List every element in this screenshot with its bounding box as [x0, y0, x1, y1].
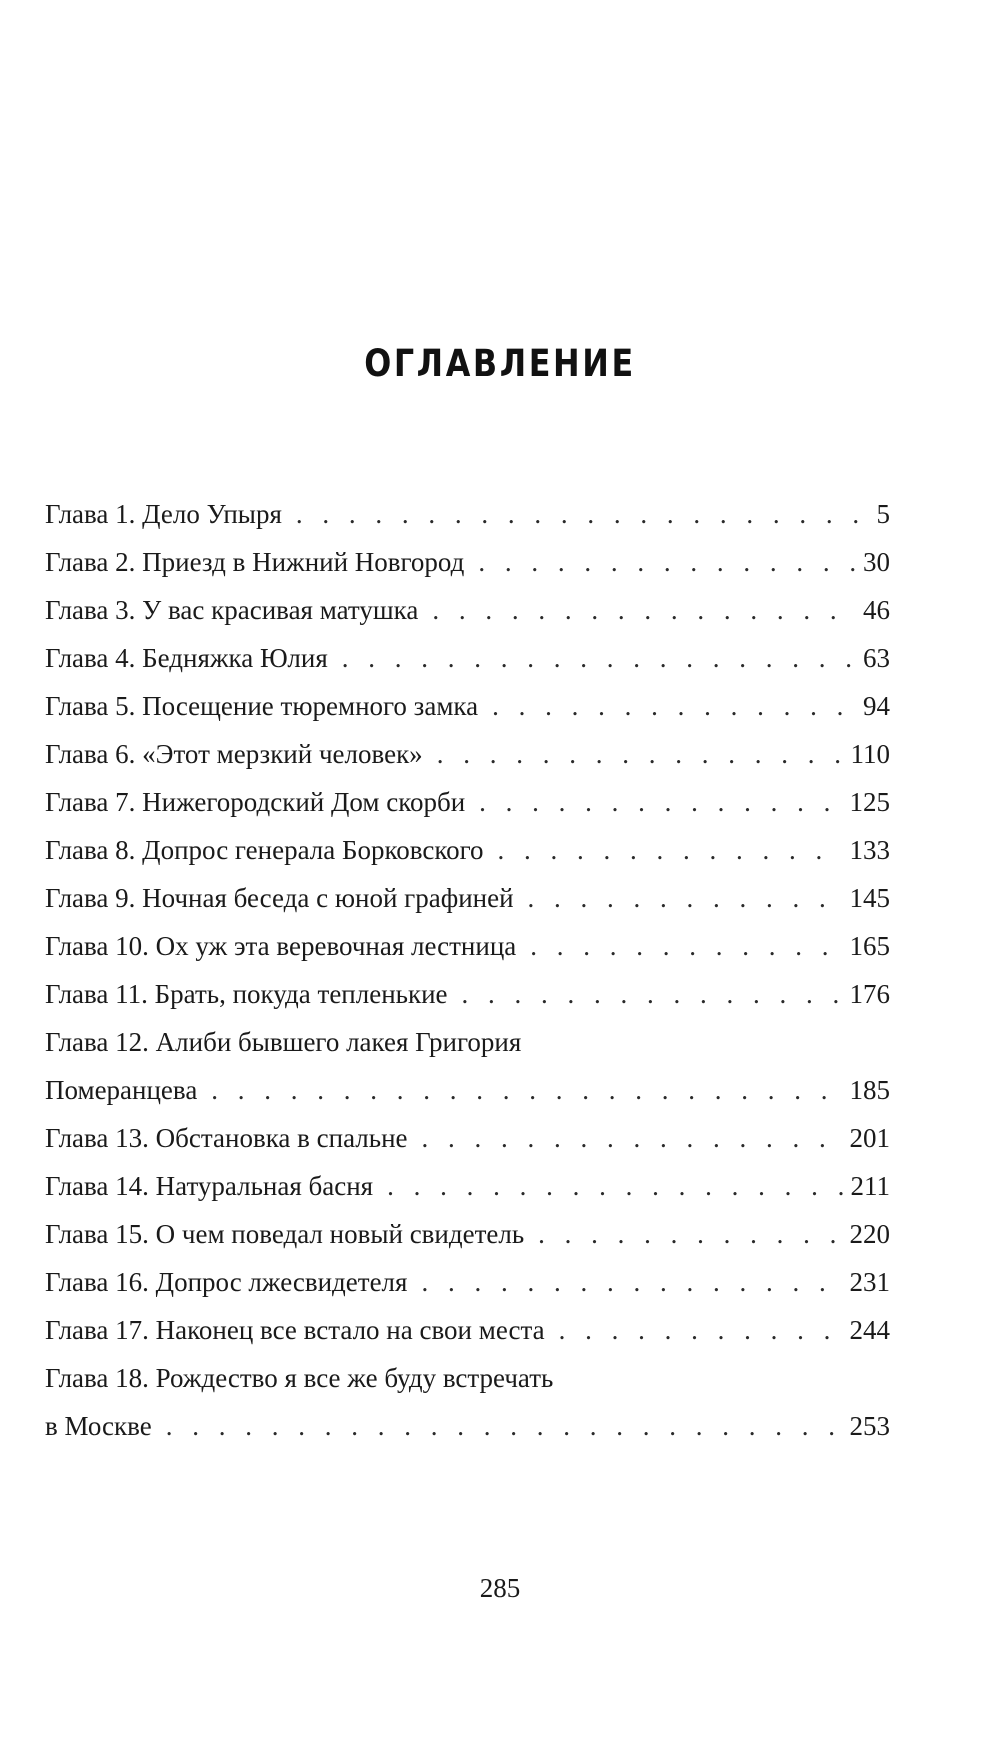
toc-entry-title: Померанцева: [45, 1075, 198, 1105]
toc-entry: [45, 1114, 890, 1162]
toc-entry: [45, 490, 890, 538]
toc-entry-title-line1: Глава 18. Рождество я все же буду встречать: [45, 1363, 554, 1393]
dot-leader: [559, 1306, 842, 1354]
toc-entry: [45, 682, 890, 730]
toc-entry-page: 201: [849, 1123, 890, 1153]
toc-entry: [45, 970, 890, 1018]
toc-entry: [45, 1306, 890, 1354]
toc-entry-page: 211: [850, 1171, 890, 1201]
dot-leader: [432, 586, 855, 634]
toc-entry-page: 5: [876, 499, 890, 529]
toc-entry-title: Глава 13. Обстановка в спальне: [45, 1123, 408, 1153]
toc-entry-title: Глава 1. Дело Упыря: [45, 499, 282, 529]
toc-entry-title: в Москве: [45, 1411, 152, 1441]
toc-entry-title: Глава 2. Приезд в Нижний Новгород: [45, 547, 465, 577]
dot-leader: [530, 922, 841, 970]
toc-entry-title: Глава 17. Наконец все встало на свои места: [45, 1315, 545, 1345]
dot-leader: [479, 778, 841, 826]
toc-entry-page: 133: [849, 835, 890, 865]
dot-leader: [422, 1114, 842, 1162]
toc-entry-title: Глава 10. Ох уж эта веревочная лестница: [45, 931, 517, 961]
toc-title: ОГЛАВЛЕНИЕ: [364, 342, 636, 385]
dot-leader: [528, 874, 842, 922]
dot-leader: [387, 1162, 842, 1210]
dot-leader: [437, 730, 843, 778]
toc-entry-title: Глава 3. У вас красивая матушка: [45, 595, 419, 625]
dot-leader: [462, 970, 842, 1018]
toc-entry: [45, 586, 890, 634]
toc-entry: [45, 1354, 890, 1450]
toc-entry: [45, 874, 890, 922]
toc-entry-page: 244: [849, 1315, 890, 1345]
toc-entry-page: 220: [849, 1219, 890, 1249]
toc-entry-page: 110: [850, 739, 890, 769]
toc-entry-page: 176: [849, 979, 890, 1009]
toc-entry-title: Глава 15. О чем поведал новый свидетель: [45, 1219, 525, 1249]
toc-entry-title: Глава 6. «Этот мерзкий человек»: [45, 739, 423, 769]
toc-entry-page: 63: [863, 643, 890, 673]
toc-entry: [45, 1258, 890, 1306]
dot-leader: [492, 682, 855, 730]
toc-entry: [45, 730, 890, 778]
toc-entry-page: 253: [849, 1411, 890, 1441]
toc-entry-page: 30: [863, 547, 890, 577]
toc-entry-title: Глава 11. Брать, покуда тепленькие: [45, 979, 448, 1009]
toc-entry: [45, 1210, 890, 1258]
dot-leader: [497, 826, 841, 874]
toc-entry-title: Глава 5. Посещение тюремного замка: [45, 691, 479, 721]
toc-entry-page: 94: [863, 691, 890, 721]
toc-entry: [45, 778, 890, 826]
toc-entry-title: Глава 16. Допрос лжесвидетеля: [45, 1267, 408, 1297]
table-of-contents: [45, 490, 890, 1450]
page-number: 285: [479, 1573, 521, 1603]
toc-entry: [45, 826, 890, 874]
toc-entry: [45, 634, 890, 682]
toc-entry-page: 231: [849, 1267, 890, 1297]
toc-entry-title: Глава 9. Ночная беседа с юной графиней: [45, 883, 514, 913]
dot-leader: [211, 1066, 841, 1114]
toc-entry: [45, 538, 890, 586]
toc-entry-title: Глава 7. Нижегородский Дом скорби: [45, 787, 466, 817]
toc-entry: [45, 1018, 890, 1114]
dot-leader: [421, 1258, 841, 1306]
toc-entry-title: Глава 8. Допрос генерала Борковского: [45, 835, 484, 865]
toc-entry-title: Глава 14. Натуральная басня: [45, 1171, 374, 1201]
dot-leader: [166, 1402, 842, 1450]
toc-entry-page: 125: [849, 787, 890, 817]
toc-entry: [45, 922, 890, 970]
dot-leader: [478, 538, 855, 586]
toc-entry-page: 46: [863, 595, 890, 625]
dot-leader: [296, 490, 869, 538]
toc-entry-title-line1: Глава 12. Алиби бывшего лакея Григория: [45, 1027, 522, 1057]
toc-entry-title: Глава 4. Бедняжка Юлия: [45, 643, 328, 673]
toc-entry-page: 185: [849, 1075, 890, 1105]
toc-entry: [45, 1162, 890, 1210]
toc-entry-page: 165: [849, 931, 890, 961]
dot-leader: [342, 634, 855, 682]
toc-entry-page: 145: [849, 883, 890, 913]
dot-leader: [538, 1210, 841, 1258]
